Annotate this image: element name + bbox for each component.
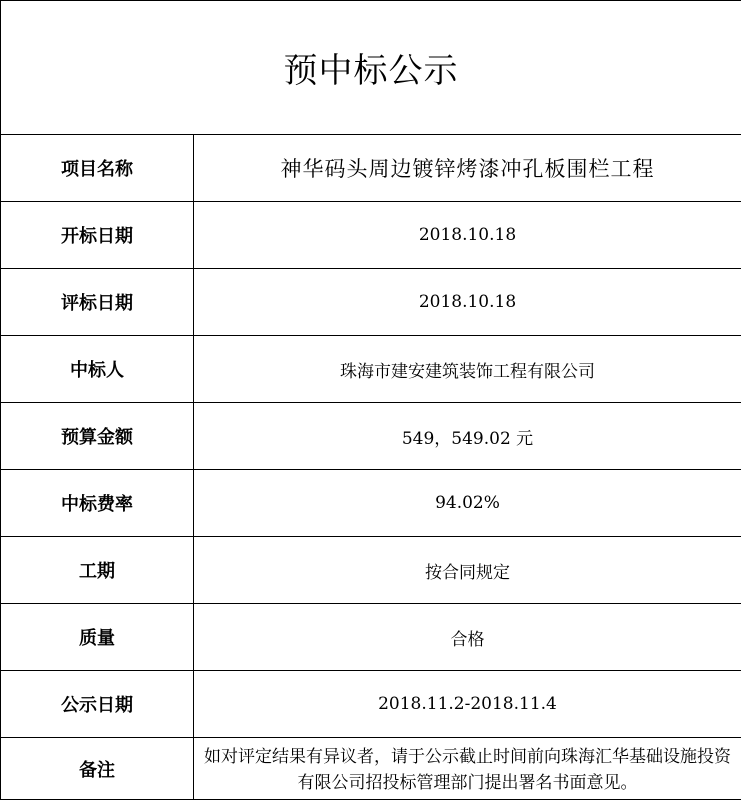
value-duration: 按合同规定: [194, 537, 741, 604]
table-row-remarks: [1, 738, 741, 800]
table-row-bid-rate: [1, 470, 741, 537]
label-winning-bidder: 中标人: [1, 336, 194, 403]
value-project-name: 神华码头周边镀锌烤漆冲孔板围栏工程: [194, 135, 741, 202]
value-bid-rate: 94.02%: [194, 470, 741, 537]
label-duration: 工期: [1, 537, 194, 604]
value-budget-amount: 549，549.02 元: [194, 403, 741, 470]
table-row-winning-bidder: [1, 336, 741, 403]
table-row-duration: [1, 537, 741, 604]
label-bid-opening-date: 开标日期: [1, 202, 194, 269]
label-evaluation-date: 评标日期: [1, 269, 194, 336]
label-bid-rate: 中标费率: [1, 470, 194, 537]
value-remarks: 如对评定结果有异议者，请于公示截止时间前向珠海汇华基础设施投资有限公司招投标管理部门提出署名书面意见。: [194, 738, 741, 800]
label-remarks: 备注: [1, 738, 194, 800]
table-row-project-name: [1, 135, 741, 202]
label-budget-amount: 预算金额: [1, 403, 194, 470]
label-quality: 质量: [1, 604, 194, 671]
table-row-publicity-date: [1, 671, 741, 738]
value-publicity-date: 2018.11.2-2018.11.4: [194, 671, 741, 738]
table-row-evaluation-date: [1, 269, 741, 336]
page-title: 预中标公示: [1, 1, 741, 135]
value-quality: 合格: [194, 604, 741, 671]
label-publicity-date: 公示日期: [1, 671, 194, 738]
table-row-budget-amount: [1, 403, 741, 470]
title-row: [1, 1, 741, 135]
label-project-name: 项目名称: [1, 135, 194, 202]
value-winning-bidder: 珠海市建安建筑装饰工程有限公司: [194, 336, 741, 403]
value-evaluation-date: 2018.10.18: [194, 269, 741, 336]
value-bid-opening-date: 2018.10.18: [194, 202, 741, 269]
table-row-bid-opening-date: [1, 202, 741, 269]
table-row-quality: [1, 604, 741, 671]
